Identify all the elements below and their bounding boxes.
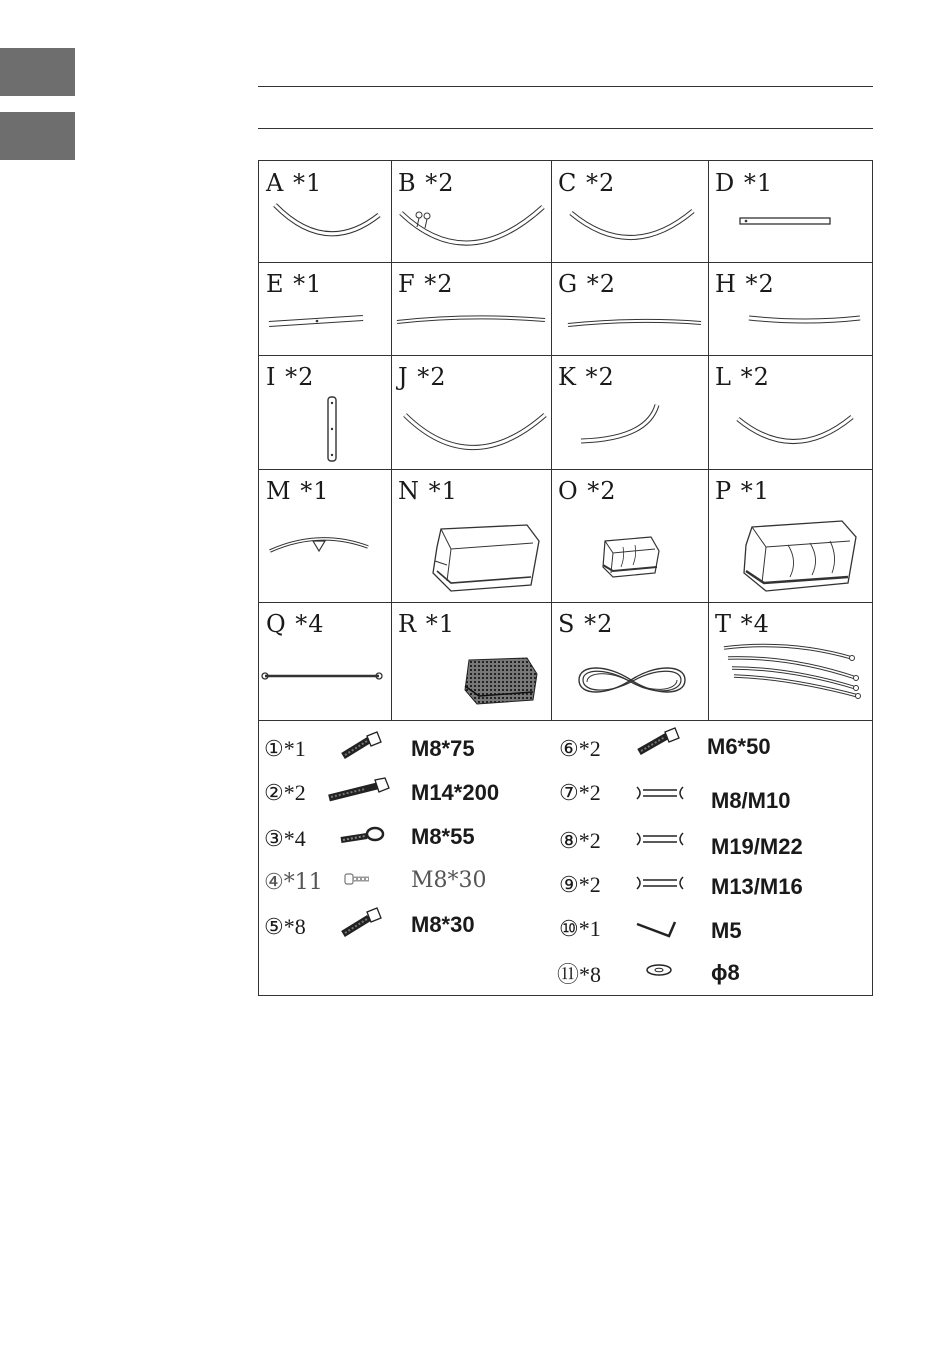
allen-key-icon (633, 916, 683, 942)
folded-net-icon (461, 656, 541, 706)
hardware-section (259, 720, 872, 995)
part-label: E *1 (266, 270, 323, 298)
straight-bar-icon (738, 215, 834, 229)
parts-list-table (258, 160, 873, 996)
part-label: Q *4 (266, 610, 325, 638)
header-rule-top (258, 86, 873, 87)
part-cell-d (708, 161, 872, 262)
part-cell-q (259, 602, 391, 720)
part-label: B *2 (398, 169, 455, 197)
part-cell-e (259, 262, 391, 355)
part-label: A *1 (266, 169, 323, 197)
arc-with-bracket-icon (267, 529, 371, 563)
arc-tube-with-bolts-icon (397, 201, 547, 256)
hardware-size: M8*30 (411, 868, 487, 893)
part-cell-f (391, 262, 551, 355)
part-label: H *2 (715, 270, 775, 298)
wrench-icon (635, 784, 685, 802)
part-cell-h (708, 262, 872, 355)
part-label: G *2 (558, 270, 617, 298)
eye-bolt-icon (337, 824, 387, 848)
bolt-icon (339, 730, 383, 760)
part-label: R *1 (398, 610, 455, 638)
part-cell-a (259, 161, 391, 262)
part-label: J *2 (398, 363, 447, 391)
hardware-size: M8*30 (411, 912, 475, 937)
hardware-size: M8*55 (411, 824, 475, 849)
part-cell-i (259, 355, 391, 469)
hardware-number: ①*1 (264, 736, 306, 761)
part-cell-k (551, 355, 708, 469)
wide-arc-icon (401, 405, 549, 455)
folded-fabric-icon (427, 521, 545, 595)
part-cell-c (551, 161, 708, 262)
long-flat-bar-icon (565, 316, 705, 330)
bolt-icon (339, 906, 383, 938)
hook-arc-icon (577, 401, 673, 449)
part-cell-b (391, 161, 551, 262)
part-label: F *2 (398, 270, 454, 298)
straight-bar-icon (267, 314, 367, 330)
wrench-icon (635, 874, 685, 892)
part-label: O *2 (558, 477, 617, 505)
part-cell-p (708, 469, 872, 602)
hardware-number: ②*2 (264, 780, 306, 805)
hardware-size: M5 (711, 918, 742, 943)
hardware-number: ⑧*2 (559, 828, 601, 853)
hardware-size: M19/M22 (711, 834, 803, 859)
arc-tube-icon (567, 205, 697, 245)
header-rule-bottom (258, 128, 873, 129)
bolt-icon (635, 726, 683, 756)
coiled-cord-icon (573, 658, 691, 702)
part-label: K *2 (558, 363, 615, 391)
hardware-size: M14*200 (411, 780, 500, 805)
part-cell-l (708, 355, 872, 469)
hardware-number: ④*11 (264, 870, 323, 895)
hardware-number: ⑤*8 (264, 914, 306, 939)
hardware-number: ⑥*2 (559, 736, 601, 761)
wrench-icon (635, 830, 685, 848)
part-label: I *2 (266, 363, 315, 391)
hardware-number: ③*4 (264, 826, 306, 851)
folded-fabric-icon (599, 533, 663, 583)
part-label: P *1 (715, 477, 771, 505)
part-label: N *1 (398, 477, 458, 505)
hardware-number: ⑪*8 (557, 962, 602, 987)
part-label: C *2 (558, 169, 616, 197)
hardware-size: M6*50 (707, 734, 771, 759)
part-cell-m (259, 469, 391, 602)
part-label: M *1 (266, 477, 330, 505)
vertical-plate-icon (325, 395, 339, 463)
hardware-size: ϕ8 (711, 960, 740, 985)
part-cell-r (391, 602, 551, 720)
hardware-number: ⑨*2 (559, 872, 601, 897)
arc-tube-icon (734, 413, 856, 451)
folded-fabric-icon (738, 517, 862, 597)
arc-tube-icon (271, 197, 383, 241)
part-label: L *2 (715, 363, 770, 391)
part-cell-n (391, 469, 551, 602)
socket-screw-icon (343, 870, 373, 888)
part-cell-s (551, 602, 708, 720)
part-cell-j (391, 355, 551, 469)
hardware-size: M13/M16 (711, 874, 803, 899)
hardware-number: ⑩*1 (559, 916, 601, 941)
part-cell-g (551, 262, 708, 355)
long-bolt-icon (325, 774, 393, 802)
hardware-size: M8/M10 (711, 788, 791, 813)
bent-bar-icon (746, 312, 864, 332)
rods-bundle-icon (720, 642, 864, 700)
section-tab-1 (0, 48, 75, 96)
part-label: S *2 (558, 610, 614, 638)
washer-icon (645, 962, 673, 978)
hardware-size: M8*75 (411, 736, 475, 761)
section-tab-2 (0, 112, 75, 160)
part-cell-o (551, 469, 708, 602)
long-flat-bar-icon (395, 312, 547, 326)
part-label: D *1 (715, 169, 774, 197)
hardware-number: ⑦*2 (559, 780, 601, 805)
part-cell-t (708, 602, 872, 720)
part-label: T *4 (715, 610, 770, 638)
strap-icon (259, 668, 387, 684)
